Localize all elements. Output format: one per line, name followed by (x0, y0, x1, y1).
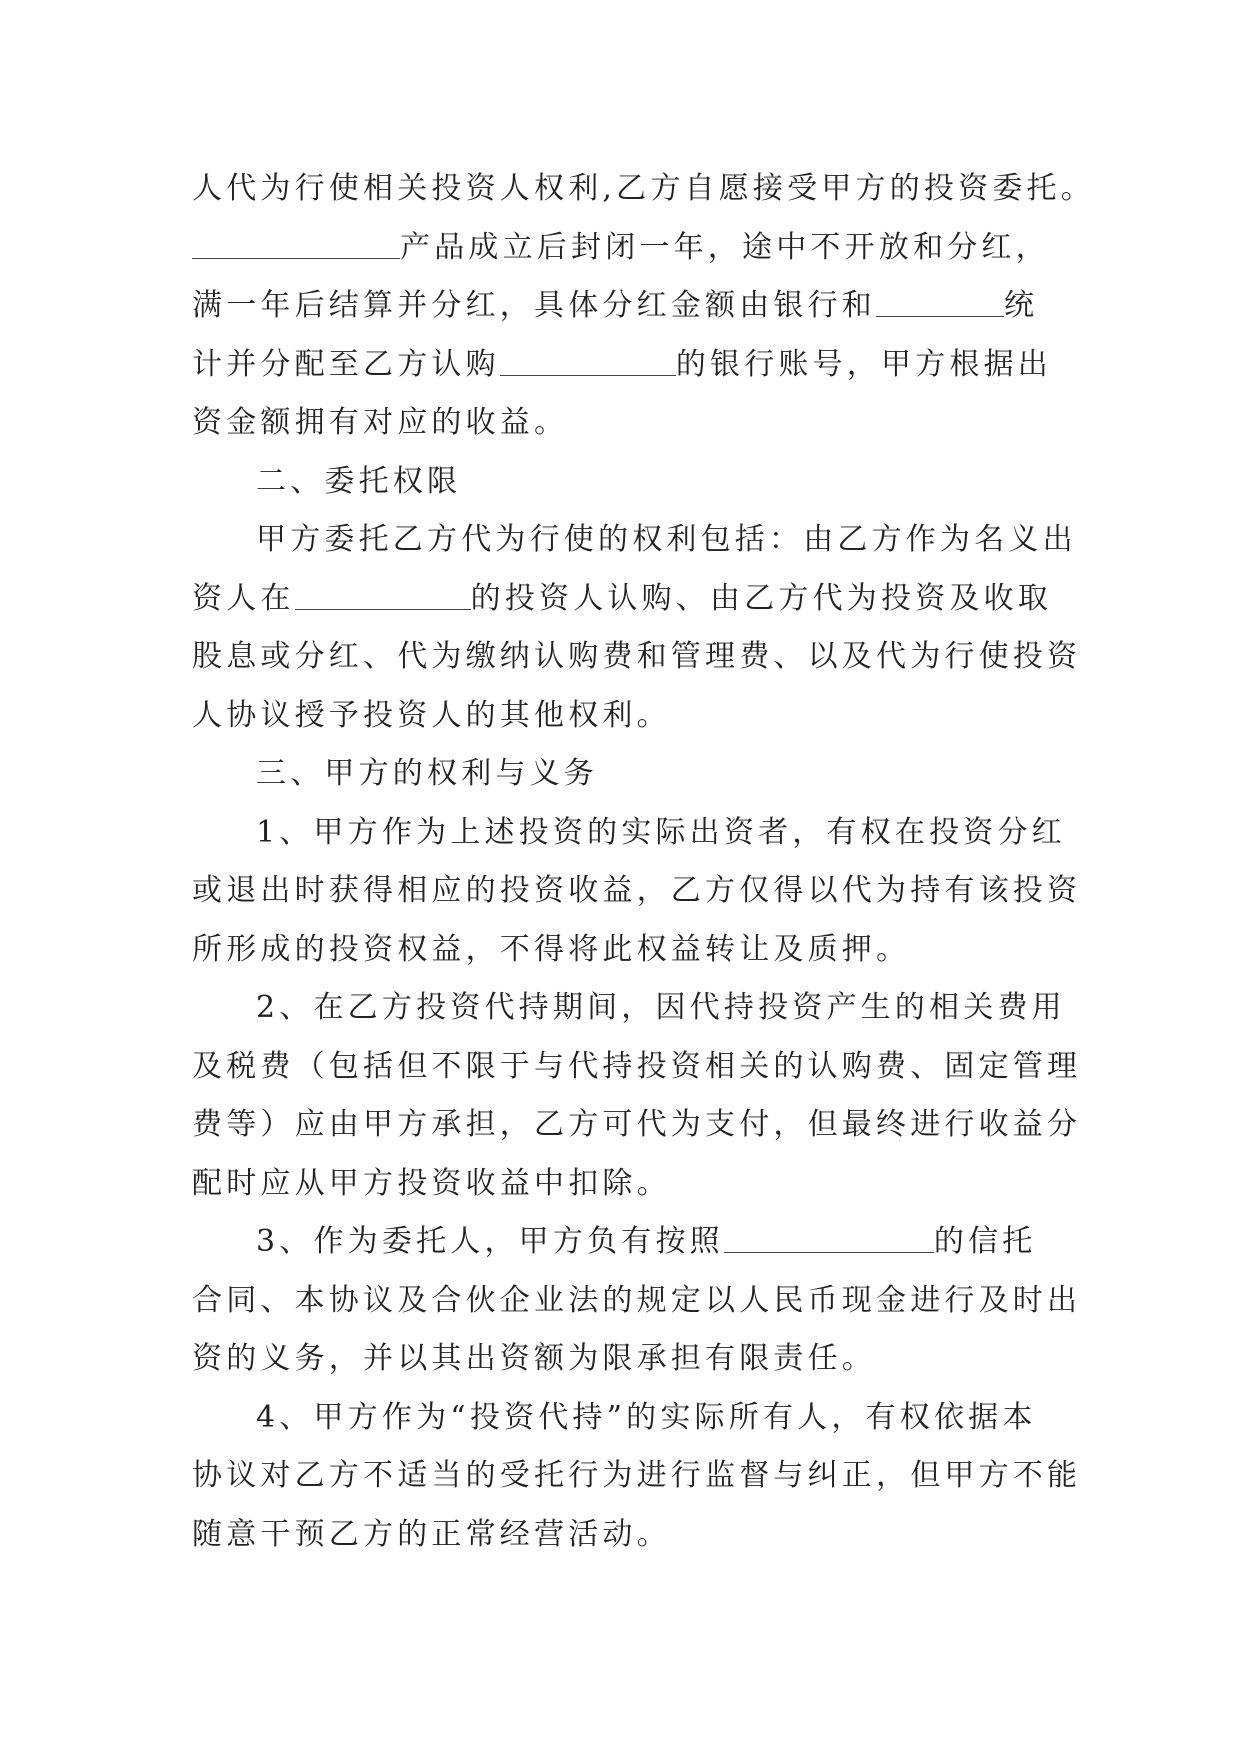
section-heading: 二、委托权限 (256, 463, 462, 499)
text-line: 及税费（包括但不限于与代持投资相关的认购费、固定管理 (192, 1048, 1082, 1084)
section-heading: 三、甲方的权利与义务 (256, 756, 598, 791)
text-segment: 的银行账号，甲方根据出 (675, 346, 1053, 382)
fill-in-blank (295, 579, 471, 610)
text-segment: 统 (1004, 288, 1039, 323)
text-line: 配时应从甲方投资收益中扣除。 (192, 1165, 671, 1201)
text-line: 4、甲方作为“投资代持”的实际所有人，有权依据本 (256, 1399, 1037, 1435)
fill-in-blank (192, 228, 400, 259)
document-body (192, 160, 1095, 1564)
fill-in-blank (724, 1222, 934, 1253)
text-line (192, 1213, 1072, 1272)
text-line: 2、在乙方投资代持期间，因代持投资产生的相关费用 (256, 990, 1066, 1025)
text-line: 或退出时获得相应的投资收益，乙方仅得以代为持有该投资 (192, 873, 1082, 908)
text-line: 协议对乙方不适当的受托行为进行监督与纠正，但甲方不能 (192, 1458, 1082, 1493)
text-line: 资的义务，并以其出资额为限承担有限责任。 (192, 1341, 876, 1376)
text-line (192, 336, 1072, 395)
text-line: 股息或分红、代为缴纳认购费和管理费、以及代为行使投资 (192, 639, 1082, 674)
text-segment: 的投资人认购、由乙方代为投资及收取 (470, 580, 1053, 616)
text-line: 费等）应由甲方承担，乙方可代为支付，但最终进行收益分 (192, 1107, 1082, 1142)
text-segment: 计并分配至乙方认购 (192, 346, 500, 382)
text-segment: 资人在 (192, 580, 295, 616)
text-segment: 产品成立后封闭一年，途中不开放和分红， (400, 229, 1050, 265)
text-line: 人代为行使相关投资人权利,乙方自愿接受甲方的投资委托。 (192, 171, 1095, 206)
text-line (192, 277, 1072, 336)
text-line: 所形成的投资权益，不得将此权益转让及质押。 (192, 931, 911, 967)
text-segment: 3、作为委托人，甲方负有按照 (256, 1224, 724, 1259)
text-line: 甲方委托乙方代为行使的权利包括：由乙方作为名义出 (256, 522, 1077, 557)
fill-in-blank (500, 345, 676, 376)
text-line: 资金额拥有对应的收益。 (192, 405, 569, 440)
text-line: 1、甲方作为上述投资的实际出资者，有权在投资分红 (256, 814, 1066, 850)
text-line: 人协议授予投资人的其他权利。 (192, 697, 671, 733)
fill-in-blank (876, 286, 1004, 317)
text-line (192, 570, 1072, 629)
text-line (192, 219, 1072, 278)
text-segment: 满一年后结算并分红，具体分红金额由银行和 (192, 288, 876, 323)
text-line: 随意干预乙方的正常经营活动。 (192, 1516, 671, 1552)
text-line: 合同、本协议及合伙企业法的规定以人民币现金进行及时出 (192, 1282, 1082, 1318)
text-segment: 的信托 (933, 1224, 1037, 1259)
